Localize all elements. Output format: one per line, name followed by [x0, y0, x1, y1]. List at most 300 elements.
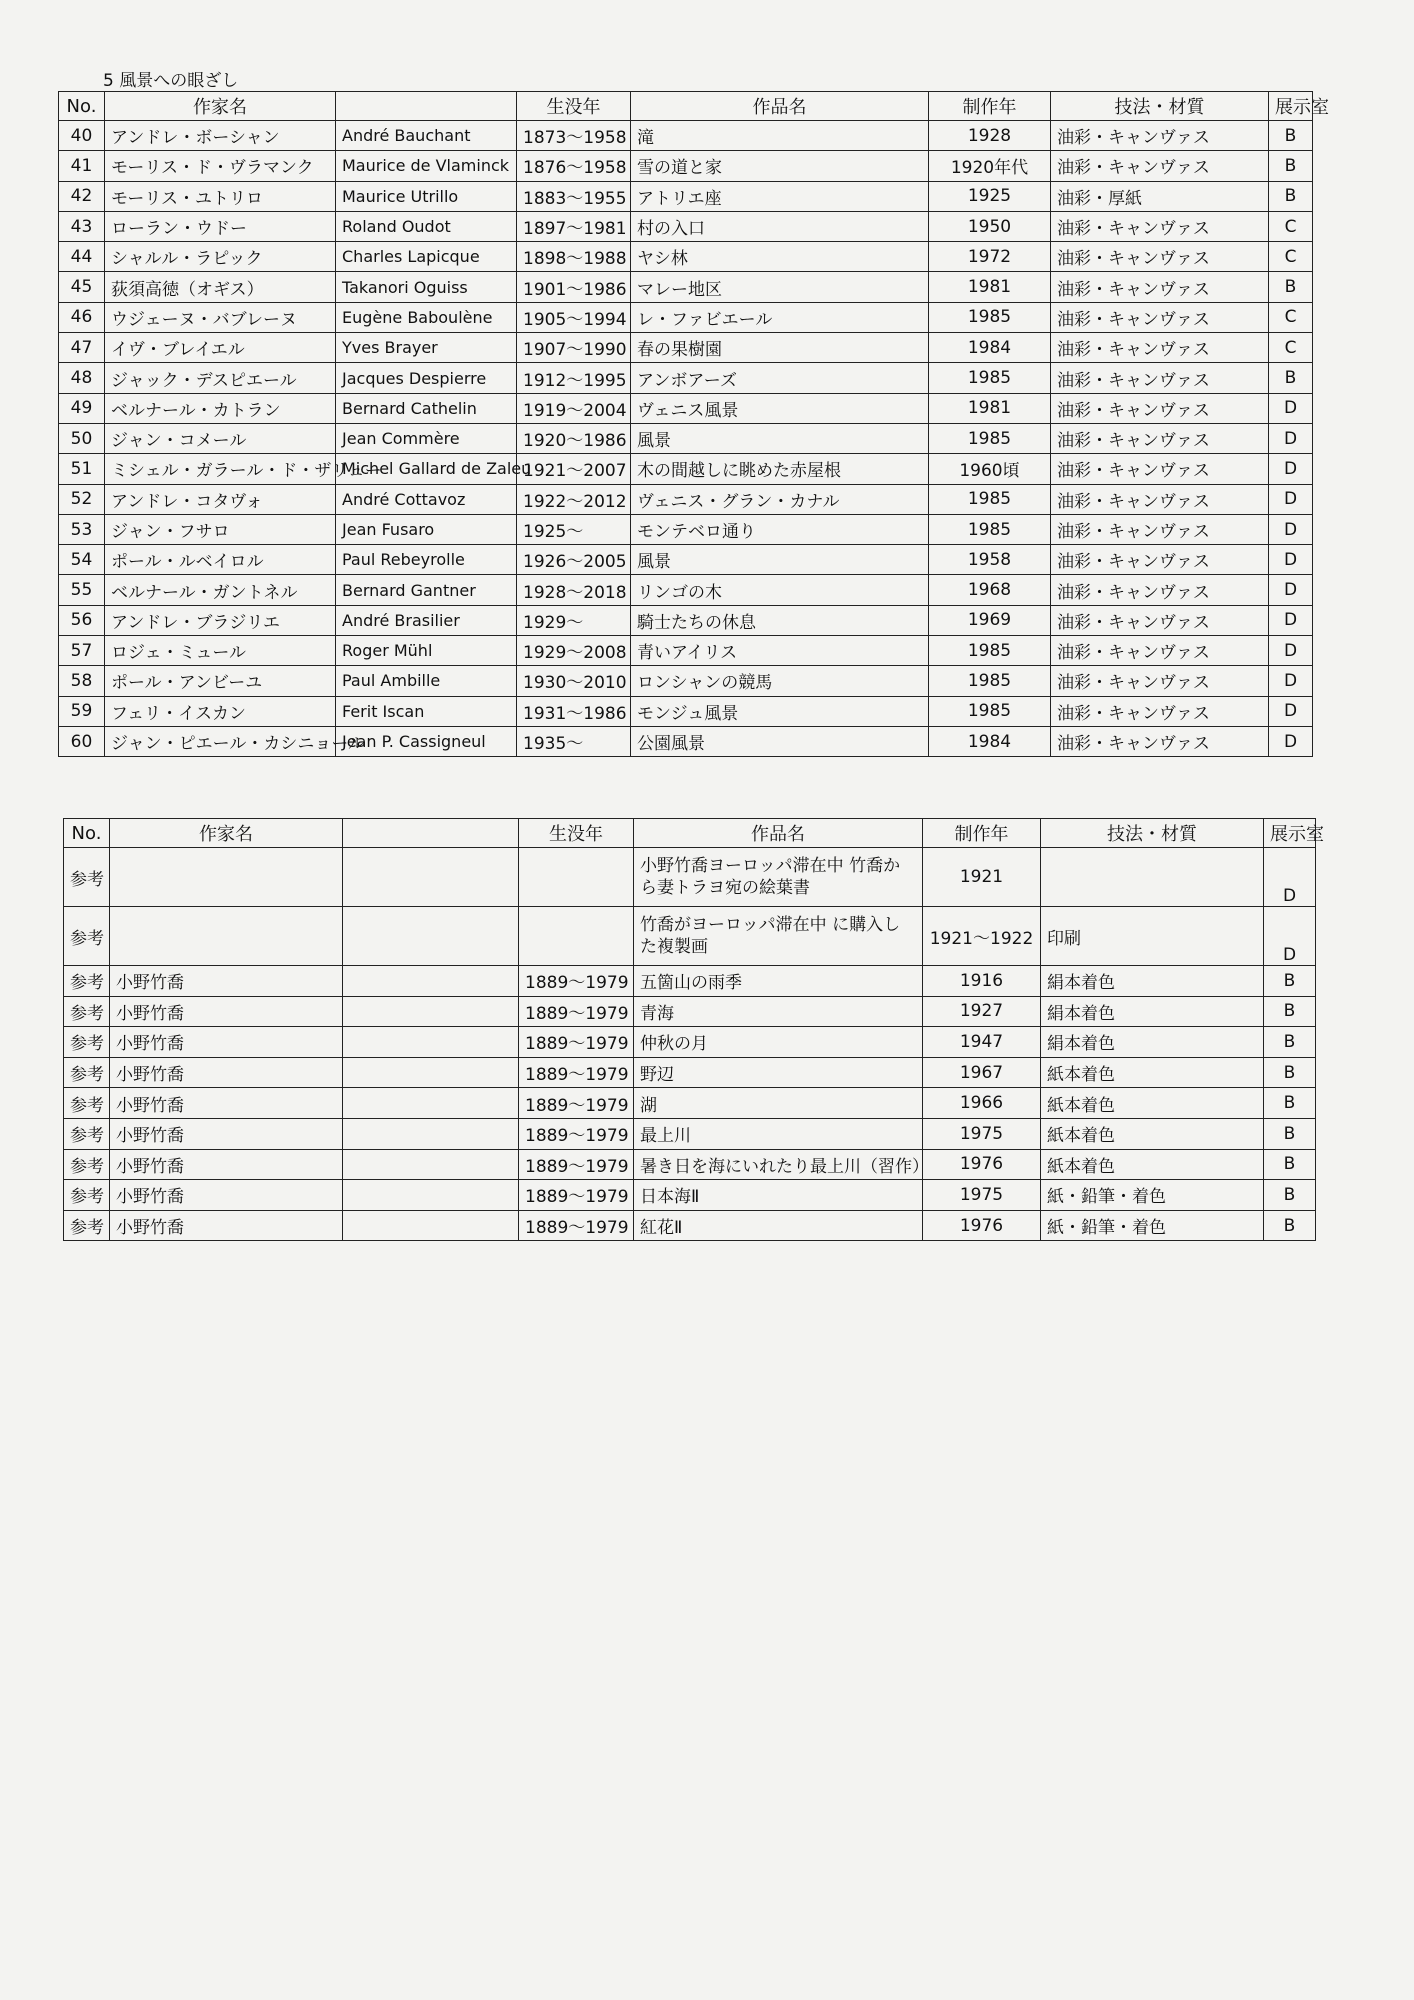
cell-no: 参考 [64, 1180, 110, 1211]
cell-room: B [1264, 1210, 1316, 1241]
cell-artist-latin [343, 1088, 519, 1119]
table-row [59, 605, 1313, 635]
cell-title: モンジュ風景 [631, 696, 929, 726]
cell-title: アンボアーズ [631, 363, 929, 393]
table-row [59, 272, 1313, 302]
cell-medium: 油彩・キャンヴァス [1051, 636, 1269, 666]
cell-title: ヴェニス・グラン・カナル [631, 484, 929, 514]
cell-artist: モーリス・ド・ヴラマンク [105, 151, 336, 181]
table-row [59, 242, 1313, 272]
cell-room: D [1269, 575, 1313, 605]
cell-room: C [1269, 302, 1313, 332]
cell-artist-latin [343, 907, 519, 966]
col-header-artist-latin [336, 92, 517, 121]
cell-no: 41 [59, 151, 105, 181]
table-row [59, 484, 1313, 514]
cell-artist-latin: Ferit Iscan [336, 696, 517, 726]
cell-room: D [1264, 848, 1316, 907]
cell-artist-latin [343, 1027, 519, 1058]
table-row [59, 423, 1313, 453]
cell-no: 参考 [64, 1027, 110, 1058]
table-row [64, 1057, 1316, 1088]
cell-title: アトリエ座 [631, 181, 929, 211]
table-row [59, 545, 1313, 575]
table-row [64, 1149, 1316, 1180]
table-row [59, 302, 1313, 332]
cell-title: モンテベロ通り [631, 514, 929, 544]
cell-artist: ポール・ルベイロル [105, 545, 336, 575]
cell-artist: ローラン・ウドー [105, 211, 336, 241]
cell-title: 青海 [634, 996, 923, 1027]
cell-lifespan: 1889～1979 [519, 1027, 634, 1058]
cell-no: 58 [59, 666, 105, 696]
cell-no: 54 [59, 545, 105, 575]
cell-artist-latin [343, 1210, 519, 1241]
cell-artist: アンドレ・コタヴォ [105, 484, 336, 514]
cell-medium: 油彩・キャンヴァス [1051, 333, 1269, 363]
cell-artist: ジャン・コメール [105, 423, 336, 453]
cell-artist-latin [343, 1057, 519, 1088]
cell-artist-latin: Eugène Baboulène [336, 302, 517, 332]
cell-medium: 油彩・キャンヴァス [1051, 575, 1269, 605]
cell-no: 49 [59, 393, 105, 423]
cell-title: 滝 [631, 121, 929, 151]
cell-lifespan: 1889～1979 [519, 1088, 634, 1119]
cell-no: 48 [59, 363, 105, 393]
cell-year: 1984 [929, 726, 1051, 756]
cell-year: 1981 [929, 272, 1051, 302]
cell-title: 青いアイリス [631, 636, 929, 666]
cell-artist: ジャック・デスピエール [105, 363, 336, 393]
cell-artist-latin: Bernard Cathelin [336, 393, 517, 423]
cell-artist-latin [343, 1180, 519, 1211]
cell-medium: 油彩・キャンヴァス [1051, 605, 1269, 635]
cell-year: 1925 [929, 181, 1051, 211]
table-row [64, 1210, 1316, 1241]
cell-medium: 油彩・キャンヴァス [1051, 545, 1269, 575]
cell-medium: 紙本着色 [1041, 1057, 1264, 1088]
cell-lifespan: 1922～2012 [517, 484, 631, 514]
cell-no: 52 [59, 484, 105, 514]
cell-lifespan: 1921～2007 [517, 454, 631, 484]
cell-artist-latin: Jean Fusaro [336, 514, 517, 544]
cell-artist-latin [343, 1149, 519, 1180]
col-header-medium: 技法・材質 [1051, 92, 1269, 121]
cell-medium: 紙本着色 [1041, 1088, 1264, 1119]
table-row [59, 636, 1313, 666]
cell-lifespan: 1901～1986 [517, 272, 631, 302]
cell-year: 1972 [929, 242, 1051, 272]
cell-artist-latin: Bernard Gantner [336, 575, 517, 605]
cell-no: 参考 [64, 996, 110, 1027]
table-row [64, 966, 1316, 997]
cell-year: 1985 [929, 302, 1051, 332]
cell-artist: ウジェーヌ・バブレーヌ [105, 302, 336, 332]
cell-title: 五箇山の雨季 [634, 966, 923, 997]
cell-title: ロンシャンの競馬 [631, 666, 929, 696]
cell-no: 44 [59, 242, 105, 272]
cell-medium: 絹本着色 [1041, 966, 1264, 997]
cell-lifespan [519, 848, 634, 907]
cell-room: D [1269, 636, 1313, 666]
cell-room: C [1269, 333, 1313, 363]
cell-lifespan: 1889～1979 [519, 996, 634, 1027]
cell-artist-latin: Charles Lapicque [336, 242, 517, 272]
cell-title: 小野竹喬ヨーロッパ滞在中 竹喬から妻トラヨ宛の絵葉書 [634, 848, 923, 907]
table-row [59, 726, 1313, 756]
table-row [59, 211, 1313, 241]
cell-artist-latin: Paul Ambille [336, 666, 517, 696]
cell-title: 雪の道と家 [631, 151, 929, 181]
table-row [59, 514, 1313, 544]
cell-artist: シャルル・ラピック [105, 242, 336, 272]
cell-medium: 油彩・キャンヴァス [1051, 211, 1269, 241]
cell-year: 1966 [923, 1088, 1041, 1119]
cell-year: 1921～1922 [923, 907, 1041, 966]
cell-year: 1985 [929, 423, 1051, 453]
table-row [64, 996, 1316, 1027]
cell-no: 55 [59, 575, 105, 605]
cell-no: 59 [59, 696, 105, 726]
cell-year: 1975 [923, 1180, 1041, 1211]
cell-artist: ポール・アンビーユ [105, 666, 336, 696]
cell-no: 47 [59, 333, 105, 363]
cell-medium: 油彩・キャンヴァス [1051, 423, 1269, 453]
cell-year: 1985 [929, 514, 1051, 544]
cell-room: D [1269, 514, 1313, 544]
cell-room: C [1269, 211, 1313, 241]
cell-title: 竹喬がヨーロッパ滞在中 に購入した複製画 [634, 907, 923, 966]
cell-title: 騎士たちの休息 [631, 605, 929, 635]
cell-year: 1927 [923, 996, 1041, 1027]
cell-artist: ジャン・フサロ [105, 514, 336, 544]
cell-medium: 油彩・厚紙 [1051, 181, 1269, 211]
cell-year: 1984 [929, 333, 1051, 363]
cell-room: B [1264, 1180, 1316, 1211]
cell-year: 1975 [923, 1118, 1041, 1149]
cell-title: 村の入口 [631, 211, 929, 241]
cell-year: 1967 [923, 1057, 1041, 1088]
cell-title: 仲秋の月 [634, 1027, 923, 1058]
col-header-year: 制作年 [929, 92, 1051, 121]
col-header-no: No. [64, 819, 110, 848]
table-row [59, 333, 1313, 363]
cell-year: 1921 [923, 848, 1041, 907]
cell-artist: 小野竹喬 [110, 1149, 343, 1180]
cell-room: D [1269, 696, 1313, 726]
cell-artist [110, 907, 343, 966]
cell-artist: ベルナール・ガントネル [105, 575, 336, 605]
cell-no: 45 [59, 272, 105, 302]
cell-no: 42 [59, 181, 105, 211]
table-row [59, 121, 1313, 151]
cell-year: 1985 [929, 484, 1051, 514]
cell-medium: 紙・鉛筆・着色 [1041, 1180, 1264, 1211]
cell-artist-latin: André Cottavoz [336, 484, 517, 514]
cell-artist-latin [343, 848, 519, 907]
cell-room: C [1269, 242, 1313, 272]
cell-medium: 油彩・キャンヴァス [1051, 363, 1269, 393]
cell-artist [110, 848, 343, 907]
cell-year: 1969 [929, 605, 1051, 635]
cell-room: B [1264, 1118, 1316, 1149]
cell-room: B [1269, 272, 1313, 302]
cell-room: D [1269, 605, 1313, 635]
cell-lifespan: 1919～2004 [517, 393, 631, 423]
cell-room: D [1269, 484, 1313, 514]
cell-artist-latin: Jacques Despierre [336, 363, 517, 393]
col-header-artist: 作家名 [110, 819, 343, 848]
col-header-no: No. [59, 92, 105, 121]
table-row [64, 848, 1316, 907]
cell-room: B [1269, 151, 1313, 181]
cell-lifespan: 1889～1979 [519, 966, 634, 997]
cell-year: 1920年代 [929, 151, 1051, 181]
cell-artist-latin [343, 996, 519, 1027]
cell-artist: 荻須高徳（オギス） [105, 272, 336, 302]
cell-room: B [1264, 1149, 1316, 1180]
cell-artist-latin: Maurice Utrillo [336, 181, 517, 211]
cell-artist: 小野竹喬 [110, 966, 343, 997]
cell-medium: 油彩・キャンヴァス [1051, 302, 1269, 332]
cell-title: 湖 [634, 1088, 923, 1119]
cell-lifespan: 1889～1979 [519, 1118, 634, 1149]
cell-room: B [1269, 363, 1313, 393]
cell-artist-latin: André Brasilier [336, 605, 517, 635]
cell-medium: 油彩・キャンヴァス [1051, 514, 1269, 544]
cell-year: 1976 [923, 1149, 1041, 1180]
cell-room: D [1269, 666, 1313, 696]
cell-no: 参考 [64, 1088, 110, 1119]
cell-artist-latin: Roger Mühl [336, 636, 517, 666]
cell-lifespan: 1876～1958 [517, 151, 631, 181]
cell-lifespan: 1931～1986 [517, 696, 631, 726]
table-row [59, 393, 1313, 423]
cell-room: D [1269, 726, 1313, 756]
cell-room: B [1269, 121, 1313, 151]
table-row [59, 666, 1313, 696]
cell-medium: 紙本着色 [1041, 1149, 1264, 1180]
cell-artist-latin: Jean P. Cassigneul [336, 726, 517, 756]
cell-room: B [1264, 966, 1316, 997]
col-header-room: 展示室 [1269, 92, 1313, 121]
cell-lifespan: 1925～ [517, 514, 631, 544]
cell-year: 1981 [929, 393, 1051, 423]
cell-title: 春の果樹園 [631, 333, 929, 363]
cell-lifespan: 1889～1979 [519, 1180, 634, 1211]
cell-title: 暑き日を海にいれたり最上川（習作） [634, 1149, 923, 1180]
cell-title: 日本海Ⅱ [634, 1180, 923, 1211]
cell-no: 51 [59, 454, 105, 484]
cell-no: 46 [59, 302, 105, 332]
table-row [64, 1027, 1316, 1058]
cell-year: 1960頃 [929, 454, 1051, 484]
cell-artist: ベルナール・カトラン [105, 393, 336, 423]
cell-medium [1041, 848, 1264, 907]
cell-no: 参考 [64, 1118, 110, 1149]
cell-artist-latin: Jean Commère [336, 423, 517, 453]
cell-artist: 小野竹喬 [110, 1118, 343, 1149]
artwork-table-landscape [58, 91, 1329, 757]
cell-lifespan: 1897～1981 [517, 211, 631, 241]
cell-title: レ・ファビエール [631, 302, 929, 332]
cell-artist: モーリス・ユトリロ [105, 181, 336, 211]
table-row [64, 1088, 1316, 1119]
cell-no: 参考 [64, 1210, 110, 1241]
cell-medium: 油彩・キャンヴァス [1051, 696, 1269, 726]
cell-room: B [1269, 181, 1313, 211]
table-row [64, 907, 1316, 966]
col-header-medium: 技法・材質 [1041, 819, 1264, 848]
cell-title: リンゴの木 [631, 575, 929, 605]
cell-no: 参考 [64, 1149, 110, 1180]
cell-title: 紅花Ⅱ [634, 1210, 923, 1241]
cell-medium: 油彩・キャンヴァス [1051, 726, 1269, 756]
cell-artist: アンドレ・ボーシャン [105, 121, 336, 151]
table-row [59, 181, 1313, 211]
cell-lifespan [519, 907, 634, 966]
cell-lifespan: 1929～ [517, 605, 631, 635]
cell-title: ヤシ林 [631, 242, 929, 272]
cell-artist: 小野竹喬 [110, 996, 343, 1027]
table-header-row [64, 819, 1316, 848]
cell-room: D [1264, 907, 1316, 966]
table-row [64, 1118, 1316, 1149]
cell-artist: 小野竹喬 [110, 1027, 343, 1058]
cell-artist-latin: André Bauchant [336, 121, 517, 151]
cell-year: 1928 [929, 121, 1051, 151]
table-row [59, 575, 1313, 605]
cell-title: 木の間越しに眺めた赤屋根 [631, 454, 929, 484]
cell-artist: 小野竹喬 [110, 1210, 343, 1241]
cell-year: 1985 [929, 363, 1051, 393]
cell-lifespan: 1889～1979 [519, 1057, 634, 1088]
cell-medium: 紙本着色 [1041, 1118, 1264, 1149]
table-row [59, 363, 1313, 393]
cell-artist: 小野竹喬 [110, 1180, 343, 1211]
cell-year: 1950 [929, 211, 1051, 241]
table-row [59, 151, 1313, 181]
cell-artist-latin: Roland Oudot [336, 211, 517, 241]
cell-lifespan: 1898～1988 [517, 242, 631, 272]
table-row [64, 1180, 1316, 1211]
cell-lifespan: 1920～1986 [517, 423, 631, 453]
cell-title: 野辺 [634, 1057, 923, 1088]
cell-medium: 油彩・キャンヴァス [1051, 454, 1269, 484]
cell-no: 53 [59, 514, 105, 544]
cell-artist-latin: Takanori Oguiss [336, 272, 517, 302]
col-header-lifespan: 生没年 [517, 92, 631, 121]
cell-no: 60 [59, 726, 105, 756]
cell-room: D [1269, 454, 1313, 484]
cell-title: 風景 [631, 423, 929, 453]
cell-no: 参考 [64, 966, 110, 997]
cell-lifespan: 1926～2005 [517, 545, 631, 575]
col-header-title: 作品名 [634, 819, 923, 848]
cell-title: 風景 [631, 545, 929, 575]
cell-no: 参考 [64, 848, 110, 907]
cell-lifespan: 1930～2010 [517, 666, 631, 696]
cell-year: 1985 [929, 636, 1051, 666]
cell-artist: 小野竹喬 [110, 1088, 343, 1119]
cell-artist-latin: Michel Gallard de Zaleu [336, 454, 517, 484]
cell-lifespan: 1912～1995 [517, 363, 631, 393]
cell-lifespan: 1929～2008 [517, 636, 631, 666]
cell-artist: フェリ・イスカン [105, 696, 336, 726]
cell-year: 1916 [923, 966, 1041, 997]
cell-medium: 絹本着色 [1041, 996, 1264, 1027]
cell-year: 1947 [923, 1027, 1041, 1058]
cell-year: 1985 [929, 696, 1051, 726]
table-row [59, 454, 1313, 484]
cell-year: 1985 [929, 666, 1051, 696]
cell-room: B [1264, 1088, 1316, 1119]
cell-no: 43 [59, 211, 105, 241]
col-header-title: 作品名 [631, 92, 929, 121]
cell-no: 40 [59, 121, 105, 151]
cell-medium: 油彩・キャンヴァス [1051, 393, 1269, 423]
cell-medium: 油彩・キャンヴァス [1051, 272, 1269, 302]
cell-room: D [1269, 545, 1313, 575]
cell-medium: 油彩・キャンヴァス [1051, 666, 1269, 696]
cell-no: 50 [59, 423, 105, 453]
cell-lifespan: 1873～1958 [517, 121, 631, 151]
col-header-room: 展示室 [1264, 819, 1316, 848]
cell-artist: ミシェル・ガラール・ド・ザリュー [105, 454, 336, 484]
cell-room: D [1269, 423, 1313, 453]
cell-lifespan: 1928～2018 [517, 575, 631, 605]
cell-no: 57 [59, 636, 105, 666]
cell-title: マレー地区 [631, 272, 929, 302]
cell-title: 公園風景 [631, 726, 929, 756]
cell-lifespan: 1889～1979 [519, 1149, 634, 1180]
cell-artist: イヴ・ブレイエル [105, 333, 336, 363]
reference-works-table [63, 818, 1324, 1241]
cell-title: ヴェニス風景 [631, 393, 929, 423]
table-row [59, 696, 1313, 726]
cell-year: 1958 [929, 545, 1051, 575]
cell-artist-latin [343, 966, 519, 997]
cell-lifespan: 1905～1994 [517, 302, 631, 332]
cell-artist: ジャン・ピエール・カシニョール [105, 726, 336, 756]
cell-lifespan: 1907～1990 [517, 333, 631, 363]
cell-no: 56 [59, 605, 105, 635]
cell-medium: 油彩・キャンヴァス [1051, 121, 1269, 151]
cell-medium: 油彩・キャンヴァス [1051, 151, 1269, 181]
cell-medium: 印刷 [1041, 907, 1264, 966]
cell-lifespan: 1883～1955 [517, 181, 631, 211]
col-header-year: 制作年 [923, 819, 1041, 848]
cell-lifespan: 1889～1979 [519, 1210, 634, 1241]
cell-artist: ロジェ・ミュール [105, 636, 336, 666]
cell-no: 参考 [64, 1057, 110, 1088]
cell-artist-latin: Paul Rebeyrolle [336, 545, 517, 575]
cell-medium: 絹本着色 [1041, 1027, 1264, 1058]
cell-room: B [1264, 1027, 1316, 1058]
cell-artist-latin: Maurice de Vlaminck [336, 151, 517, 181]
table-header-row [59, 92, 1313, 121]
cell-title: 最上川 [634, 1118, 923, 1149]
cell-lifespan: 1935～ [517, 726, 631, 756]
col-header-lifespan: 生没年 [519, 819, 634, 848]
cell-artist-latin: Yves Brayer [336, 333, 517, 363]
col-header-artist-latin [343, 819, 519, 848]
cell-room: B [1264, 1057, 1316, 1088]
section-title: 5 風景への眼ざし [103, 71, 239, 91]
cell-room: B [1264, 996, 1316, 1027]
cell-year: 1976 [923, 1210, 1041, 1241]
cell-year: 1968 [929, 575, 1051, 605]
